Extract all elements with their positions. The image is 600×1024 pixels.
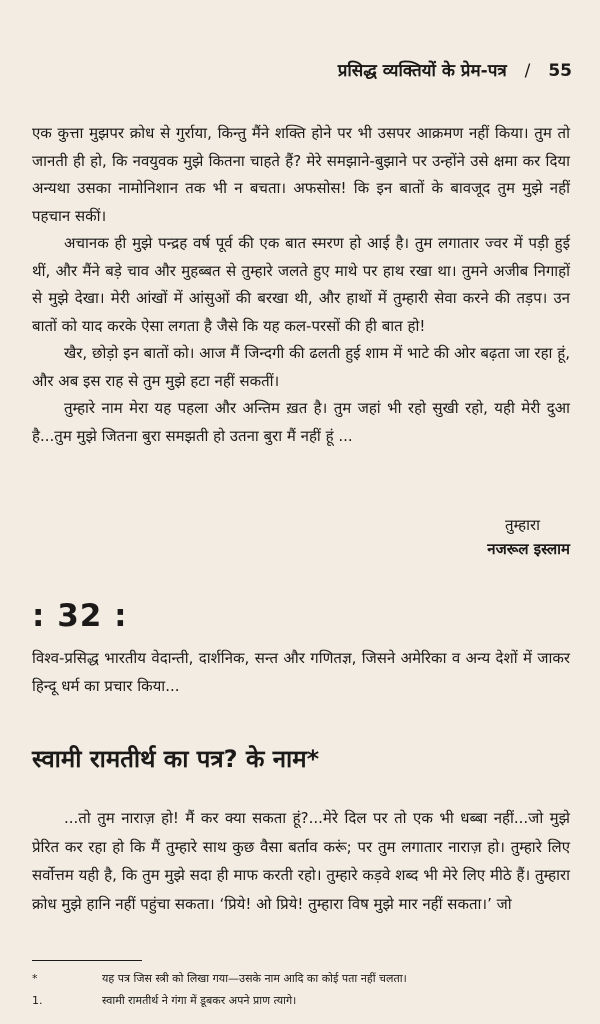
- paragraph: तुम्हारे नाम मेरा यह पहला और अन्तिम ख़त है। तुम जहां भी रहो सुखी रहो, यही मेरी दुआ है...तुम मुझे जितना बुरा समझती हो उतना बुरा मैं नहीं हूं ...: [32, 399, 570, 445]
- footnote-divider: [32, 960, 142, 961]
- footnote-mark: 1.: [32, 994, 43, 1007]
- footnote-mark: *: [32, 972, 38, 985]
- signoff-name: नजरूल इस्लाम: [487, 540, 570, 558]
- footnotes: [32, 968, 570, 1012]
- letter-text: [32, 804, 570, 918]
- letter-intro: विश्व-प्रसिद्ध भारतीय वेदान्ती, दार्शनिक, सन्त और गणितज्ञ, जिसने अमेरिका व अन्य देशों में जाकर हिन्दू धर्म का प्रचार किया...: [32, 649, 570, 695]
- footnote-text: स्वामी रामतीर्थ ने गंगा में डूबकर अपने प्राण त्यागे।: [102, 994, 297, 1007]
- paragraph: अचानक ही मुझे पन्द्रह वर्ष पूर्व की एक बात स्मरण हो आई है। तुम लगातार ज्वर में पड़ी हुई थीं, और मैंने बड़े चाव और मुहब्बत से तुम्हारे जलते हुए माथे पर हाथ रखा था। तुमने अजीब निगाहों से मुझे देखा। मेरी आंखों में आंसुओं की बरखा थी, और हाथों में तुम्हारी सेवा करने की तड़प। उन बातों को याद करके ऐसा लगता है जैसे कि यह कल-परसों की ही बात हो!: [32, 234, 570, 335]
- letter-body: [32, 120, 570, 450]
- page-number: 55: [548, 61, 572, 81]
- letter-number: : 32 :: [32, 598, 128, 634]
- footnote: [32, 990, 570, 1012]
- paragraph: एक कुत्ता मुझपर क्रोध से गुर्राया, किन्तु मैंने शक्ति होने पर भी उसपर आक्रमण नहीं किया। तुम तो जानती ही हो, कि नवयुवक मुझे कितना चाहते हैं? मेरे समझाने-बुझाने पर उन्होंने उसे क्षमा कर दिया अन्यथा उसका नामोनिशान तक भी न बचता। अफसोस! कि इन बातों के बावजूद तुम मुझे नहीं पहचान सकीं।: [32, 124, 570, 225]
- paragraph: ...तो तुम नाराज़ हो! मैं कर क्या सकता हूं?...मेरे दिल पर तो एक भी धब्बा नहीं...जो मुझे प्रेरित कर रहा हो कि मैं तुम्हारे साथ कुछ वैसा बर्ताव करूं; पर तुम लगातार नाराज़ हो। तुम्हारे लिए सर्वोत्तम यही है, कि तुम मुझे सदा ही माफ करती रहो। तुम्हारे कड़वे शब्द भी मेरे लिए मीठे हैं। तुम्हारा क्रोध मुझे हानि नहीं पहुंचा सकता। ‘प्रिये! ओ प्रिये! तुम्हारा विष मुझे मार नहीं सकता।’ जो: [32, 809, 570, 913]
- footnote: [32, 968, 570, 990]
- letter-title: स्वामी रामतीर्थ का पत्र? के नाम*: [32, 745, 320, 773]
- footnote-text: यह पत्र जिस स्त्री को लिखा गया—उसके नाम आदि का कोई पता नहीं चलता।: [102, 972, 407, 985]
- paragraph: खैर, छोड़ो इन बातों को। आज मैं जिन्दगी की ढलती हुई शाम में भाटे की ओर बढ़ता जा रहा हूं, और अब इस राह से तुम मुझे हटा नहीं सकतीं।: [32, 344, 570, 390]
- header-title: प्रसिद्ध व्यक्तियों के प्रेम-पत्र: [337, 61, 507, 81]
- header-separator: /: [524, 61, 531, 81]
- running-header: [338, 58, 572, 81]
- signoff-closing: तुम्हारा: [505, 516, 540, 534]
- signoff: [32, 515, 570, 559]
